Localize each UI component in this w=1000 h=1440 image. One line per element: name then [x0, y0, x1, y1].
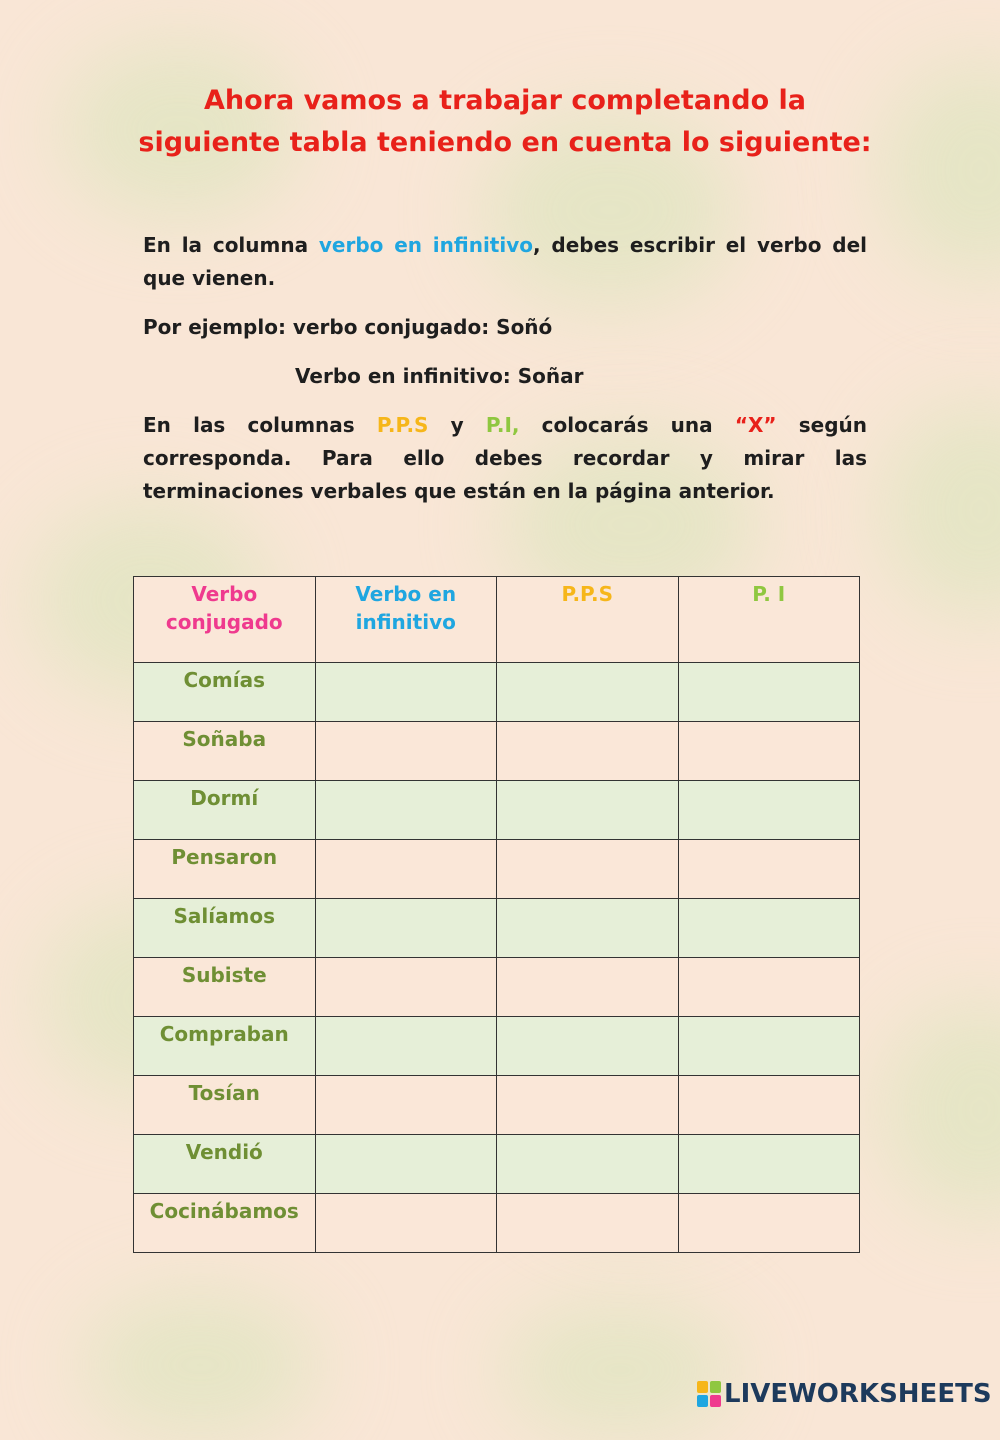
- instruction-text: y: [428, 413, 486, 437]
- brand-name: LIVEWORKSHEETS: [724, 1379, 992, 1409]
- pi-answer-cell[interactable]: [678, 1194, 860, 1253]
- infinitive-answer-cell[interactable]: [315, 958, 497, 1017]
- instruction-text: colocarás una: [519, 413, 735, 437]
- instruction-highlight-x: “X”: [734, 413, 777, 437]
- verb-cell: Pensaron: [134, 840, 316, 899]
- pps-answer-cell[interactable]: [497, 1194, 679, 1253]
- infinitive-answer-cell[interactable]: [315, 781, 497, 840]
- instruction-text: En la columna: [143, 233, 319, 257]
- pi-answer-cell[interactable]: [678, 1017, 860, 1076]
- title-line-2: siguiente tabla teniendo en cuenta lo siguiente:: [138, 127, 872, 158]
- infinitive-answer-cell[interactable]: [315, 1135, 497, 1194]
- pi-answer-cell[interactable]: [678, 663, 860, 722]
- example-infinitive-line: Verbo en infinitivo: Soñar: [295, 364, 584, 388]
- table-row: [134, 840, 860, 899]
- verb-cell: Cocinábamos: [134, 1194, 316, 1253]
- pi-answer-cell[interactable]: [678, 840, 860, 899]
- infinitive-answer-cell[interactable]: [315, 1194, 497, 1253]
- pi-answer-cell[interactable]: [678, 1076, 860, 1135]
- instruction-text: según corresponda. Para ello debes recordar y mirar las terminaciones verbales que están en la página anterior.: [143, 413, 867, 503]
- infinitive-answer-cell[interactable]: [315, 1076, 497, 1135]
- verb-cell: Subiste: [134, 958, 316, 1017]
- header-text: infinitivo: [355, 610, 456, 634]
- page-title: [100, 80, 910, 164]
- pps-answer-cell[interactable]: [497, 1135, 679, 1194]
- header-verbo-conjugado: [134, 577, 316, 663]
- pps-answer-cell[interactable]: [497, 958, 679, 1017]
- pi-answer-cell[interactable]: [678, 722, 860, 781]
- liveworksheets-logo-icon: [697, 1381, 721, 1407]
- table-row: [134, 722, 860, 781]
- instruction-infinitive: [143, 229, 867, 295]
- verb-cell: Vendió: [134, 1135, 316, 1194]
- table-header-row: [134, 577, 860, 663]
- pi-answer-cell[interactable]: [678, 781, 860, 840]
- verbs-table: [133, 576, 860, 1253]
- instruction-text: , debes escribir el verbo del que vienen.: [143, 233, 867, 290]
- title-line-1: Ahora vamos a trabajar completando la: [203, 85, 807, 116]
- verb-cell: Dormí: [134, 781, 316, 840]
- header-verbo-infinitivo: [315, 577, 497, 663]
- header-text: conjugado: [165, 610, 283, 634]
- infinitive-answer-cell[interactable]: [315, 1017, 497, 1076]
- verb-cell: Compraban: [134, 1017, 316, 1076]
- pps-answer-cell[interactable]: [497, 899, 679, 958]
- table-row: [134, 1076, 860, 1135]
- pi-answer-cell[interactable]: [678, 899, 860, 958]
- example-line: Por ejemplo: verbo conjugado: Soñó: [143, 315, 553, 339]
- infinitive-answer-cell[interactable]: [315, 663, 497, 722]
- instruction-text: En las columnas: [143, 413, 377, 437]
- infinitive-answer-cell[interactable]: [315, 722, 497, 781]
- pps-answer-cell[interactable]: [497, 840, 679, 899]
- liveworksheets-brand: [697, 1377, 992, 1411]
- instruction-highlight-infinitive: verbo en infinitivo: [318, 233, 534, 257]
- instruction-highlight-pps: P.P.S: [376, 413, 429, 437]
- header-text: Verbo: [191, 582, 258, 606]
- table-row: [134, 899, 860, 958]
- table-row: [134, 1135, 860, 1194]
- pps-answer-cell[interactable]: [497, 663, 679, 722]
- verb-cell: Tosían: [134, 1076, 316, 1135]
- instruction-highlight-pi: P.I,: [485, 413, 520, 437]
- table-row: [134, 1017, 860, 1076]
- header-pi: P. I: [678, 577, 860, 663]
- table-row: [134, 663, 860, 722]
- pps-answer-cell[interactable]: [497, 781, 679, 840]
- infinitive-answer-cell[interactable]: [315, 899, 497, 958]
- table-row: [134, 958, 860, 1017]
- pi-answer-cell[interactable]: [678, 1135, 860, 1194]
- verb-cell: Comías: [134, 663, 316, 722]
- table-row: [134, 781, 860, 840]
- instruction-columns: [143, 409, 867, 508]
- verb-cell: Soñaba: [134, 722, 316, 781]
- pps-answer-cell[interactable]: [497, 722, 679, 781]
- table-row: [134, 1194, 860, 1253]
- header-pps: P.P.S: [497, 577, 679, 663]
- header-text: Verbo en: [355, 582, 457, 606]
- infinitive-answer-cell[interactable]: [315, 840, 497, 899]
- pps-answer-cell[interactable]: [497, 1017, 679, 1076]
- pi-answer-cell[interactable]: [678, 958, 860, 1017]
- verb-cell: Salíamos: [134, 899, 316, 958]
- pps-answer-cell[interactable]: [497, 1076, 679, 1135]
